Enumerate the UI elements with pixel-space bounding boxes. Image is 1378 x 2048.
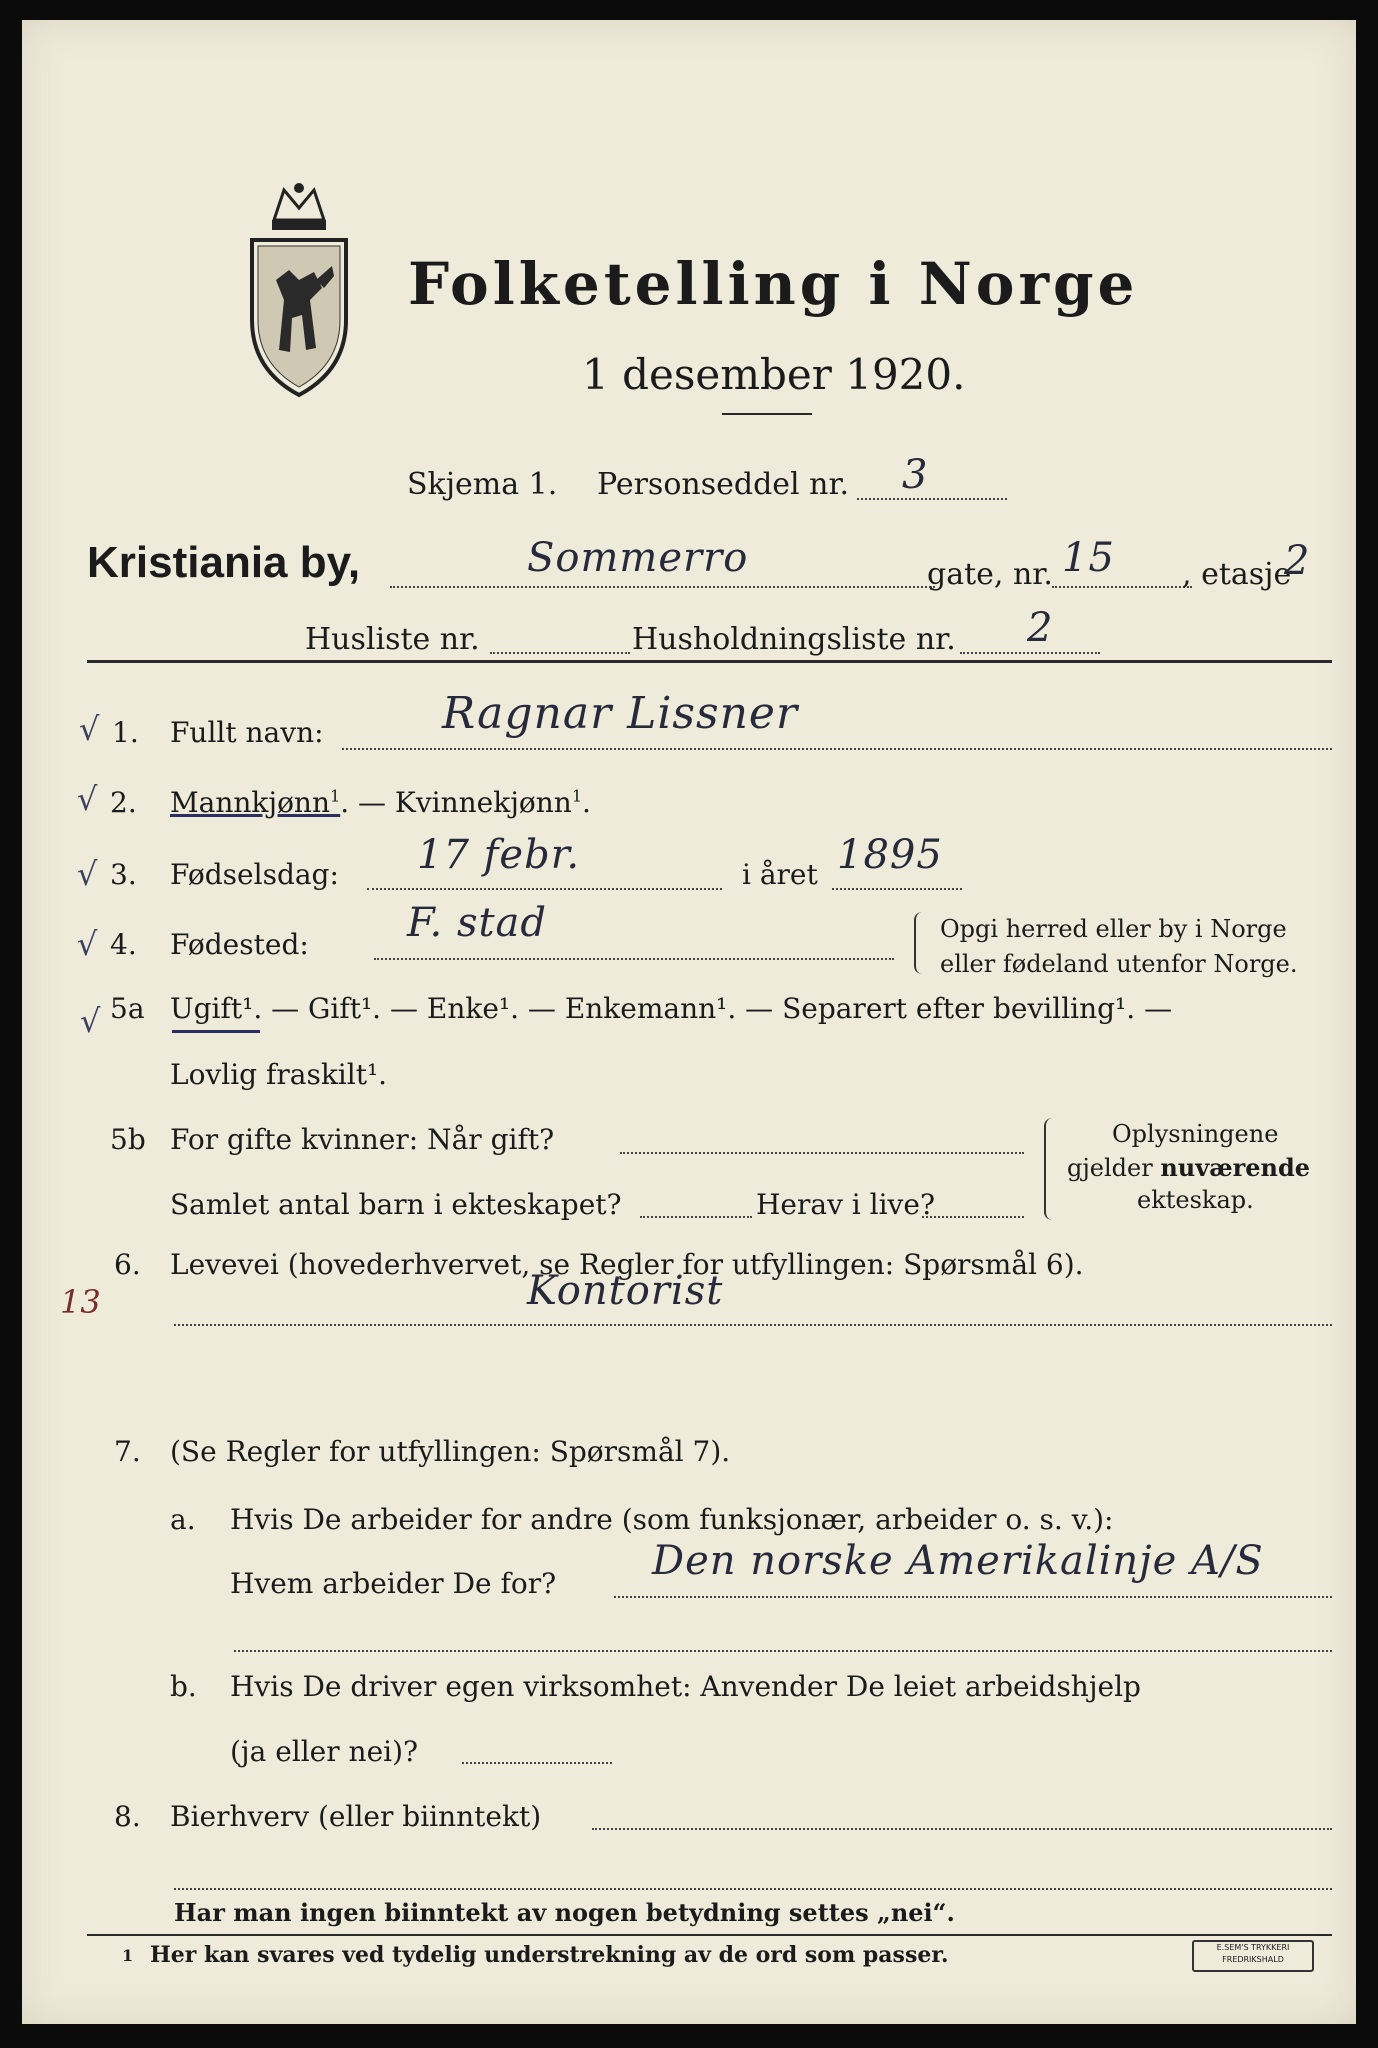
q6-side-mark: 13 [60, 1283, 101, 1321]
skjema-label: Skjema 1. [407, 467, 558, 502]
q2-check-mark: √ [77, 780, 98, 818]
q5b-children-label: Samlet antal barn i ekteskapet? [170, 1188, 622, 1221]
printer-stamp-line2: FREDRIKSHALD [1222, 1955, 1284, 1964]
q8-line [592, 1828, 1332, 1830]
q5a-options[interactable]: Ugift¹. — Gift¹. — Enke¹. — Enkemann¹. — Separert efter bevilling¹. — [170, 992, 1173, 1025]
q4-birthplace-value[interactable]: F. stad [407, 900, 548, 946]
q5a-check-mark: √ [80, 1002, 101, 1040]
street-value[interactable]: Sommerro [527, 535, 749, 581]
q2-male-label: Mannkjønn [170, 786, 331, 819]
q4-line [374, 958, 894, 960]
q3-year-label: i året [742, 858, 818, 891]
gate-nr-line [1052, 586, 1192, 588]
q6-number: 6. [114, 1248, 141, 1281]
q5b-number: 5b [110, 1123, 146, 1156]
footnote-mark: 1 [122, 1946, 134, 1965]
q6-occupation-value[interactable]: Kontorist [527, 1268, 724, 1314]
q7-number: 7. [114, 1435, 141, 1468]
husliste-line [490, 652, 630, 654]
q1-check-mark: √ [79, 710, 100, 748]
q7a-employer-line [614, 1596, 1332, 1598]
q5b-note-line2 [1067, 1153, 1310, 1182]
q7b-number: b. [170, 1670, 197, 1703]
personseddel-label: Personseddel nr. [597, 467, 850, 502]
q5a-options-line2[interactable]: Lovlig fraskilt¹. [170, 1058, 388, 1091]
q6-label: Levevei (hovederhvervet, se Regler for utfyllingen: Spørsmål 6). [170, 1248, 1084, 1281]
q3-birthday-line [367, 888, 722, 890]
q1-full-name-value[interactable]: Ragnar Lissner [442, 688, 798, 739]
q5a-ugift-underline [172, 1030, 260, 1033]
gate-label: gate, nr. [927, 557, 1053, 592]
etasje-label: , etasje [1182, 557, 1292, 592]
personseddel-line [857, 498, 1007, 500]
q5b-note-brace [1044, 1118, 1056, 1220]
q2-end: . [582, 786, 591, 819]
q1-number: 1. [112, 716, 139, 749]
q6-line [174, 1324, 1332, 1326]
q3-label: Fødselsdag: [170, 858, 339, 891]
form-title: Folketelling i Norge [408, 250, 1139, 318]
q5b-married-line [620, 1152, 1024, 1154]
q8-number: 8. [114, 1800, 141, 1833]
q3-number: 3. [110, 858, 137, 891]
header-rule [87, 660, 1332, 663]
q7a-employer-label: Hvem arbeider De for? [230, 1567, 557, 1600]
q5b-alive-line [922, 1216, 1024, 1218]
q7b-yes-no-label: (ja eller nei)? [230, 1735, 419, 1768]
q4-note-line2: eller fødeland utenfor Norge. [940, 950, 1298, 978]
q2-male-option[interactable] [170, 786, 340, 819]
etasje-value[interactable]: 2 [1284, 538, 1311, 584]
printer-stamp-line1: E.SEM'S TRYKKERI [1216, 1943, 1290, 1952]
q1-line [342, 748, 1332, 750]
husliste-label: Husliste nr. [305, 622, 480, 657]
husholdning-label: Husholdningsliste nr. [632, 622, 956, 657]
q3-year-value[interactable]: 1895 [837, 832, 943, 878]
q7a-label: Hvis De arbeider for andre (som funksjonær, arbeider o. s. v.): [230, 1503, 1114, 1536]
q7a-number: a. [170, 1503, 196, 1536]
footnote-text: Her kan svares ved tydelig understrekning av de ord som passer. [150, 1942, 949, 1968]
q4-note-line1: Opgi herred eller by i Norge [940, 915, 1287, 943]
q1-label: Fullt navn: [170, 716, 324, 749]
q5b-note-line3: ekteskap. [1137, 1186, 1254, 1214]
q5b-note-nuvaerende: nuværende [1160, 1153, 1311, 1182]
q3-year-line [832, 888, 962, 890]
q5b-label: For gifte kvinner: Når gift? [170, 1123, 555, 1156]
gate-nr-value[interactable]: 15 [1062, 535, 1115, 581]
q4-label: Fødested: [170, 928, 309, 961]
q3-check-mark: √ [77, 855, 98, 893]
q7b-label: Hvis De driver egen virksomhet: Anvender De leiet arbeidshjelp [230, 1670, 1141, 1703]
q8-line2 [174, 1888, 1332, 1890]
q2-female-option[interactable]: Kvinnekjønn [394, 786, 572, 819]
footer-rule [87, 1934, 1332, 1936]
street-line [390, 586, 935, 588]
census-form [22, 20, 1356, 2024]
q8-note: Har man ingen biinntekt av nogen betydning settes „nei“. [174, 1898, 955, 1927]
q5b-alive-label: Herav i live? [756, 1188, 935, 1221]
printer-stamp [1192, 1940, 1314, 1972]
q4-check-mark: √ [77, 925, 98, 963]
q7b-line [462, 1762, 612, 1764]
q7a-extra-line [234, 1650, 1332, 1652]
coat-of-arms-icon [244, 180, 354, 400]
personseddel-value[interactable]: 3 [902, 452, 929, 498]
city-label: Kristiania by, [87, 538, 361, 587]
q4-number: 4. [110, 928, 137, 961]
title-divider [722, 413, 812, 415]
q2-female-sup: 1 [571, 786, 582, 806]
q2-male-sup: 1 [330, 786, 341, 806]
q2-sex-options [170, 786, 591, 819]
q2-sep: . — [340, 786, 395, 819]
form-date: 1 desember 1920. [582, 350, 966, 399]
husholdning-line [960, 652, 1100, 654]
q7-label: (Se Regler for utfyllingen: Spørsmål 7). [170, 1435, 731, 1468]
q5b-note-line1: Oplysningene [1112, 1120, 1279, 1148]
husholdning-value[interactable]: 2 [1027, 605, 1054, 651]
q8-label: Bierhverv (eller biinntekt) [170, 1800, 542, 1833]
q4-note-brace [914, 912, 926, 974]
q5a-number: 5a [110, 992, 145, 1025]
q5b-note-gjelder: gjelder [1067, 1154, 1161, 1182]
q5b-children-line [640, 1216, 752, 1218]
q3-birthday-value[interactable]: 17 febr. [417, 832, 581, 878]
q7a-employer-value[interactable]: Den norske Amerikalinje A/S [652, 1538, 1264, 1584]
q2-number: 2. [110, 786, 137, 819]
